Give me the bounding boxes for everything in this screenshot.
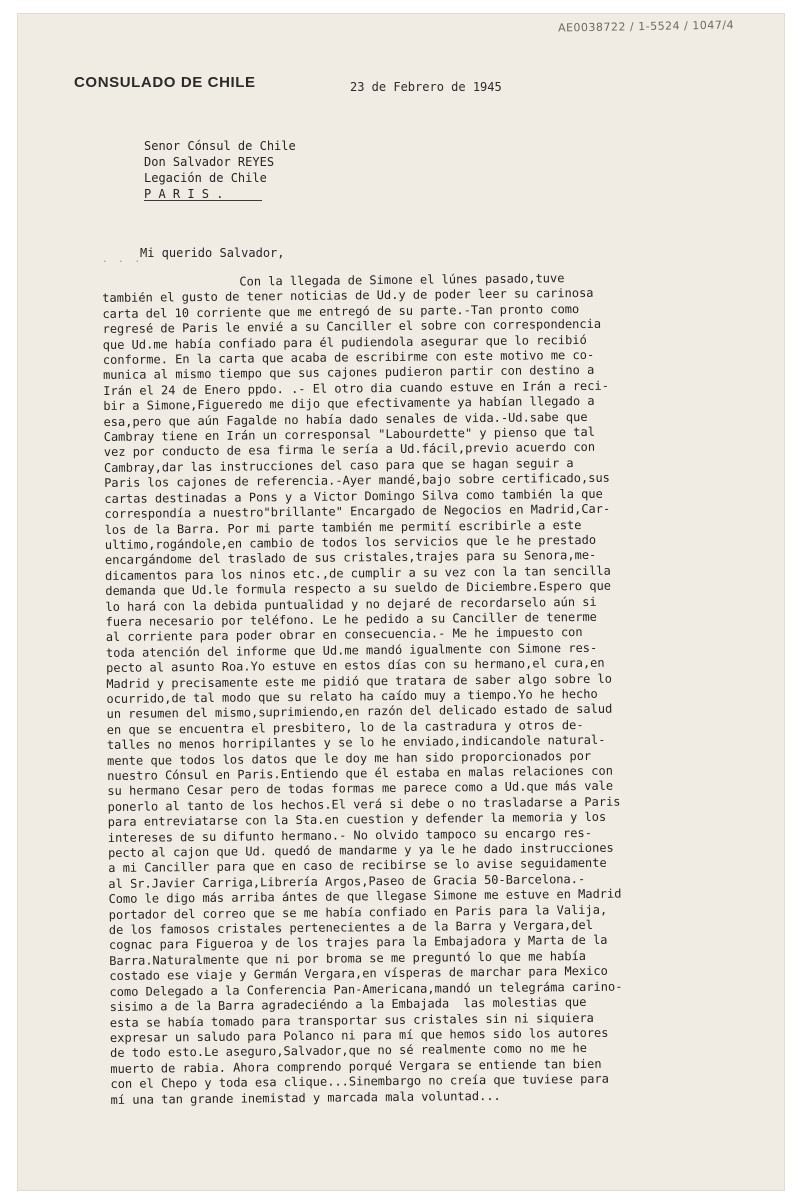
body-line: Barra.Naturalmente que ni por broma se me preguntó lo que me había (109, 948, 587, 968)
body-line: costado ese viaje y Germán Vergara,en vísperas de marchar para Mexico (109, 964, 608, 984)
body-line: muerto de rabia. Ahora comprendo porqué Vergara se entiende tan bien (110, 1056, 602, 1076)
body-line: correspondía a nuestro"brillante" Encargado de Negocios en Madrid,Car- (104, 501, 611, 522)
body-line: sisimo a de la Barra agradeciéndo a la Embajada las molestias que (109, 995, 587, 1015)
recipient-line: Legación de Chile (144, 171, 267, 185)
body-line: ultimo,rogándole,en cambio de todos los servicios que le he prestado (104, 532, 597, 552)
body-line: nuestro Cónsul en Paris.Entiendo que él estaba en malas relaciones con (107, 763, 614, 783)
letter-date: 23 de Febrero de 1945 (350, 80, 502, 94)
margin-mark: . . . (102, 254, 143, 265)
body-line: bir a Simone,Figueredo me dijo que efectivamente ya habían llegado a (103, 394, 595, 414)
recipient-line: P A R I S . (144, 187, 224, 201)
body-line: expresar un saludo para Polanco ni para mí que hemos sido los autores (109, 1025, 609, 1045)
paris-underline (144, 200, 262, 201)
body-line: Madrid y precisamente este me pidió que tratara de saber algo sobre lo (106, 671, 613, 691)
body-line: toda atención del informe que Ud.me mandó igualmente con Simone res- (105, 640, 598, 660)
body-line: de los famosos cristales pertenecientes a de la Barra y Vergara,del (108, 917, 593, 938)
body-line: al corriente para poder obrar en consecuencia.- Me he impuesto con (105, 625, 583, 645)
body-line: demanda que Ud.le formula respecto a su sueldo de Diciembre.Espero que (105, 578, 612, 599)
body-line: munica al mismo tiempo que sus cajones pudieron partir con destino a (102, 363, 595, 383)
body-line: su hermano Cesar pero de todas formas me parece como a Ud.que más vale (107, 779, 614, 799)
greeting: Mi querido Salvador, (140, 246, 285, 260)
body-line: encargándome del traslado de sus cristales,trajes para su Senora,me- (104, 548, 597, 568)
body-line: Cambray,dar las instrucciones del caso para que se hagan seguir a (103, 455, 574, 475)
body-line: Paris los cajones de referencia.-Ayer mandé,bajo sobre certificado,sus (104, 470, 610, 491)
body-line: en que se encuentra el presbitero, lo de la castradura y otros de- (106, 717, 584, 737)
body-line: también el gusto de tener noticias de Ud.y de poder leer su carinosa (102, 286, 594, 306)
body-line: ocurrido,de tal modo que su relato ha caído muy a tiempo.Yo he hecho (106, 686, 598, 706)
body-line: intereses de su difunto hermano.- No olvido tampoco su encargo res- (107, 825, 592, 845)
body-line: pecto al asunto Roa.Yo estuve en estos días con su hermano,el cura,en (106, 655, 605, 676)
body-line: al Sr.Javier Carriga,Librería Argos,Paseo de Gracia 50-Barcelona.- (108, 871, 586, 891)
body-line: que Ud.me había confiado para él pudiendola asegurar que lo recibió (102, 332, 587, 352)
archive-reference: AE0038722 / 1-5524 / 1047/4 (557, 18, 735, 35)
body-line: como Delegado a la Conferencia Pan-Americana,mandó un telegráma carino- (109, 979, 623, 999)
body-line: Cambray tiene en Irán un corresponsal "Labourdette" y pienso que tal (103, 424, 596, 445)
recipient-line: Don Salvador REYES (144, 155, 275, 169)
letter-body (102, 269, 784, 1108)
body-line: pecto al cajon que Ud. quedó de mandarme y ya le he dado instrucciones (107, 840, 614, 860)
body-line: esta se había tomado para transportar sus cristales sin ni siquiera (109, 1010, 594, 1030)
body-line: los de la Barra. Por mi parte también me permití escribirle a este (104, 517, 582, 537)
body-line: talles no menos horripilantes y se lo he enviado,indicandole natural- (106, 732, 606, 753)
body-line: para entreviatarse con la Sta.en cuestion y defender la memoria y los (107, 809, 607, 830)
body-line: ponerlo al tanto de los hechos.El verá si debe o no trasladarse a Paris (107, 794, 621, 814)
body-line: lo hará con la debida puntualidad y no dejaré de recordarselo aún si (105, 594, 597, 614)
body-line: Como le digo más arriba ántes de que llegase Simone me estuve en Madrid (108, 886, 622, 907)
body-line: de todo esto.Le aseguro,Salvador,que no sé realmente como no me he (110, 1041, 588, 1061)
recipient-line: Senor Cónsul de Chile (144, 139, 296, 153)
body-line: vez por conducto de esa firma le sería a Ud.fácil,previo acuerdo con (103, 440, 596, 460)
body-line: Con la llegada de Simone el lúnes pasado,tuve (102, 271, 565, 290)
letter-page (18, 14, 784, 1190)
body-line: a mi Canciller para que en caso de recibirse se lo avise seguidamente (108, 856, 607, 876)
body-line: conforme. En la carta que acaba de escribirme con este motivo me co- (102, 347, 595, 368)
body-line: carta del 10 corriente que me entregó de su parte.-Tan pronto como (102, 301, 580, 321)
body-line: mí una tan grande inemistad y marcada mala voluntad... (110, 1088, 501, 1107)
body-line: portador del correo que se me había confiado en Paris para la Valija, (108, 902, 608, 922)
body-line: dicamentos para los ninos etc.,de cumplir a su vez con la tan sencilla (105, 563, 611, 583)
body-line: un resumen del mismo,suprimiendo,en razón del delicado estado de salud (106, 702, 613, 722)
recipient-block (144, 138, 296, 202)
body-line: fuera necesario por teléfono. Le he pedido a su Canciller de tenerme (105, 609, 597, 629)
body-line: cartas destinadas a Pons y a Victor Domingo Silva como también la que (104, 486, 603, 506)
body-line: esa,pero que aún Fagalde no había dado senales de vida.-Ud.sabe que (103, 409, 588, 429)
body-line: cognac para Figueroa y de los trajes para la Embajadora y Marta de la (108, 933, 608, 953)
body-line: regresé de Paris le envié a su Canciller el sobre con correspondencia (102, 316, 602, 337)
body-line: Irán el 24 de Enero ppdo. .- El otro dia cuando estuve en Irán a reci- (103, 378, 609, 398)
body-line: con el Chepo y toda esa clique...Sinembargo no creía que tuviese para (110, 1071, 610, 1092)
body-line: mente que todos los datos que le doy me han sido proporcionados por (107, 748, 592, 768)
letterhead: CONSULADO DE CHILE (74, 74, 256, 91)
